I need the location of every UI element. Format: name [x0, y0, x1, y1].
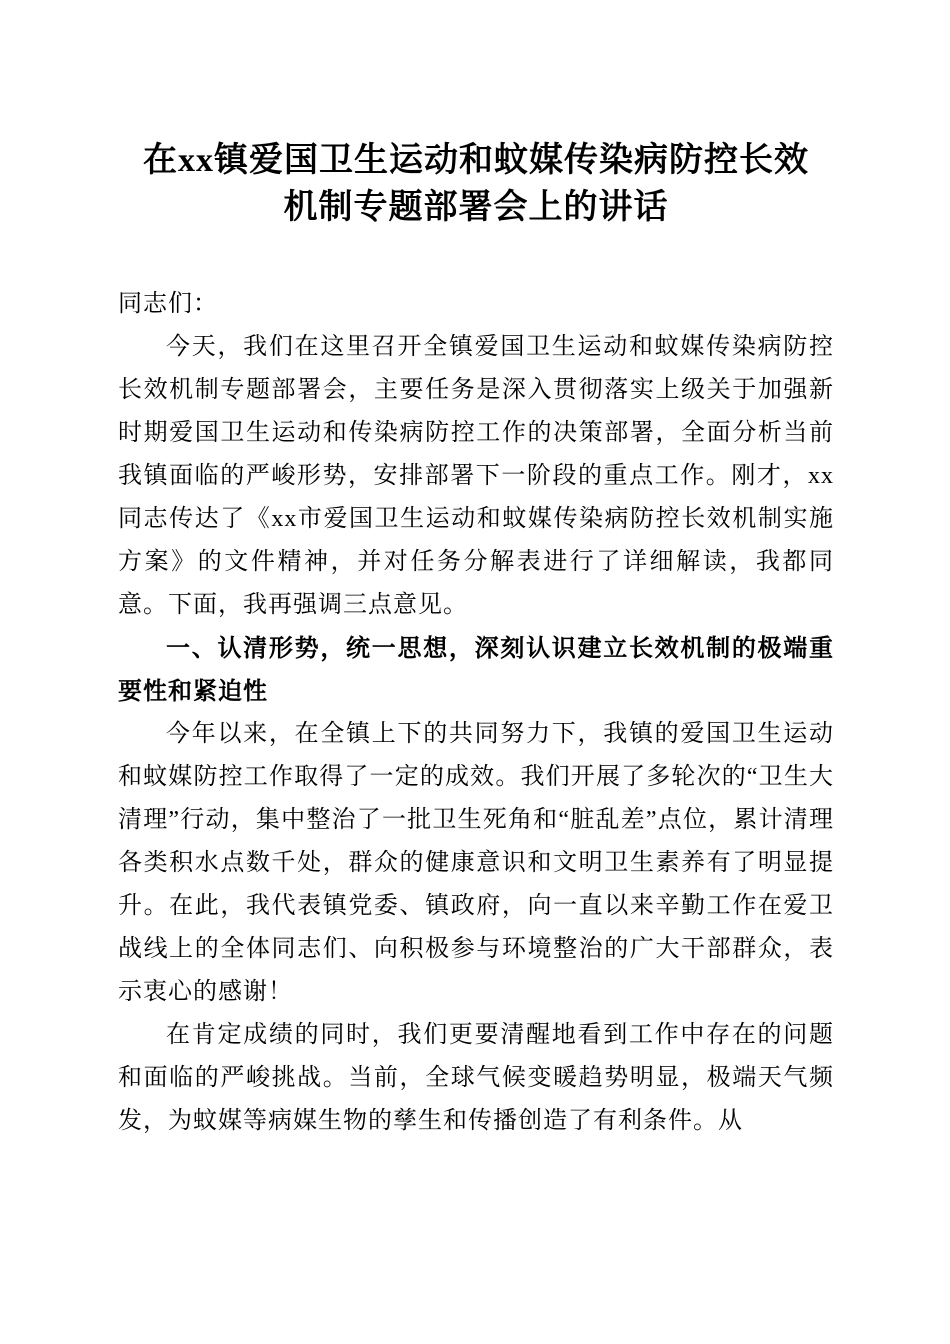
paragraph-achievements: 今年以来，在全镇上下的共同努力下，我镇的爱国卫生运动和蚊媒防控工作取得了一定的成效。我们开展了多轮次的“卫生大清理”行动，集中整治了一批卫生死角和“脏乱差”点位，累计清理各类积水点数千处，群众的健康意识和文明卫生素养有了明显提升。在此，我代表镇党委、镇政府，向一直以来辛勤工作在爱卫战线上的全体同志们、向积极参与环境整治的广大干部群众，表示衷心的感谢！: [118, 721, 834, 1005]
document-title: 在xx镇爱国卫生运动和蚊媒传染病防控长效机制专题部署会上的讲话: [143, 142, 809, 226]
paragraph-challenges: 在肯定成绩的同时，我们更要清醒地看到工作中存在的问题和面临的严峻挑战。当前，全球气候变暖趋势明显，极端天气频发，为蚊媒等病媒生物的孳生和传播创造了有利条件。从: [118, 1022, 834, 1134]
salutation: 同志们：: [118, 291, 218, 317]
section-heading-1: 一、认清形势，统一思想，深刻认识建立长效机制的极端重要性和紧迫性: [118, 635, 834, 705]
paragraph-opening: 今天，我们在这里召开全镇爱国卫生运动和蚊媒传染病防控长效机制专题部署会，主要任务是深入贯彻落实上级关于加强新时期爱国卫生运动和传染病防控工作的决策部署，全面分析当前我镇面临的严峻形势，安排部署下一阶段的重点工作。刚才，xx同志传达了《xx市爱国卫生运动和蚊媒传染病防控长效机制实施方案》的文件精神，并对任务分解表进行了详细解读，我都同意。下面，我再强调三点意见。: [118, 334, 834, 618]
